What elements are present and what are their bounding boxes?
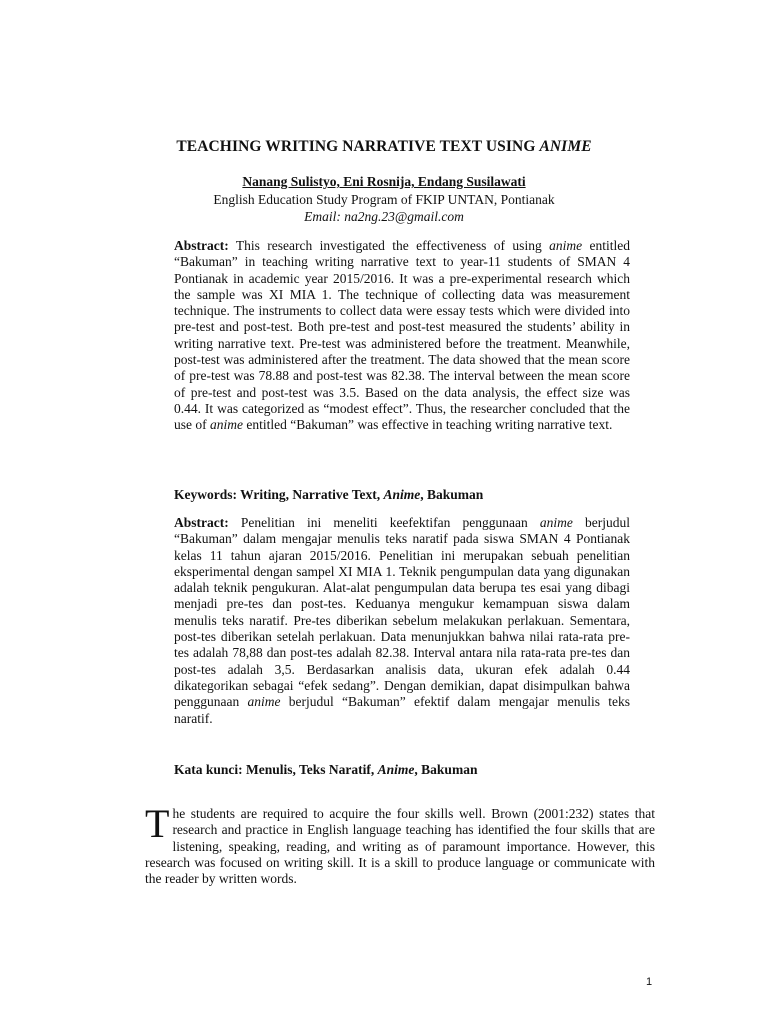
abstract-text: entitled “Bakuman” in teaching writing narrative text to year-11 students of SMAN 4 Pontianak in academic year 2015/2016. It was a pre-experimental research which the sample was XI MIA 1. The technique of collecting data was measurement technique. The instruments to collect data were essay tests which were divided into pre-test and post-test. Both pre-test and post-test measured the students’ ability in writing narrative text. Pre-test was administered before the treatment. Meanwhile, post-test was administered after the treatment. The data showed that the mean score of pre-test was 78.88 and post-test was 82.38. The interval between the mean score of pre-test and post-test was 3.5. Based on the data analysis, the effect size was 0.44. It was categorized as “modest effect”. Thus, the researcher concluded that the use of	[174, 238, 630, 433]
intro-text: he students are required to acquire the four skills well. Brown (2001:232) states that research and practice in English language teaching has identified the four skills that are listening, speaking, reading, and writing as of paramount importance. However, this research was focused on writing skill. It is a skill to produce language or communicate with the reader by written words.	[145, 806, 655, 887]
introduction-paragraph	[145, 801, 655, 887]
kata-kunci-italic: Anime	[377, 762, 415, 777]
abstract-italic: anime	[210, 417, 243, 433]
keywords	[174, 487, 630, 503]
email: Email: na2ng.23@gmail.com	[304, 209, 464, 224]
abstract-english	[174, 238, 630, 434]
abstract-label: Abstract:	[174, 238, 229, 253]
abstrak-italic: anime	[247, 694, 281, 710]
affiliation: English Education Study Program of FKIP UNTAN, Pontianak	[213, 192, 555, 207]
paper-title	[0, 138, 768, 156]
abstrak-text: berjudul “Bakuman” efektif dalam mengajar menulis teks naratif.	[174, 694, 630, 726]
keywords-text: Keywords: Writing, Narrative Text,	[174, 487, 384, 502]
page-number: 1	[646, 976, 653, 988]
abstrak-label: Abstract:	[174, 515, 229, 530]
title-italic: ANIME	[539, 138, 592, 155]
abstract-text: entitled “Bakuman” was effective in teaching writing narrative text.	[243, 417, 613, 433]
abstrak-italic: anime	[539, 515, 573, 530]
abstract-indonesian	[174, 515, 630, 727]
kata-kunci-text: Kata kunci: Menulis, Teks Naratif,	[174, 762, 378, 777]
keywords-text: , Bakuman	[420, 487, 484, 502]
abstrak-text: berjudul “Bakuman” dalam mengajar menulis teks naratif pada siswa SMAN 4 Pontianak kelas 11 tahun ajaran 2015/2016. Penelitian ini merupakan sebuah penelitian eksperimental dengan sampel XI MIA 1. Teknik pengumpulan data yang digunakan adalah teknik pengukuran. Alat-alat pengumpulan data berupa tes esai yang dibagi menjadi pre-tes dan post-tes. Keduanya mengukur kemampuan siswa dalam menulis teks naratif. Pre-tes diberikan sebelum melakukan perlakuan. Sementara, post-tes diberikan setelah perlakuan. Data menunjukkan bahwa nilai rata-rata pre-tes adalah 78,88 dan post-tes adalah 82.38. Interval antara nila rata-rata pre-tes dan post-tes adalah 3,5. Berdasarkan analisis data, ukuran efek adalah 0.44 dikategorikan sebagai “efek sedang”. Dengan demikian, dapat disimpulkan bahwa penggunaan	[174, 515, 630, 710]
drop-cap: T	[145, 801, 170, 846]
abstract-text: This research investigated the effectiveness of using	[228, 238, 550, 253]
kata-kunci-text: , Bakuman	[414, 762, 478, 777]
keywords-italic: Anime	[383, 487, 421, 502]
abstrak-text: Penelitian ini meneliti keefektifan penggunaan	[228, 515, 540, 530]
authors: Nanang Sulistyo, Eni Rosnija, Endang Susilawati	[242, 174, 526, 189]
kata-kunci	[174, 762, 630, 778]
abstract-italic: anime	[549, 238, 583, 253]
title-main: TEACHING WRITING NARRATIVE TEXT USING	[176, 138, 540, 155]
